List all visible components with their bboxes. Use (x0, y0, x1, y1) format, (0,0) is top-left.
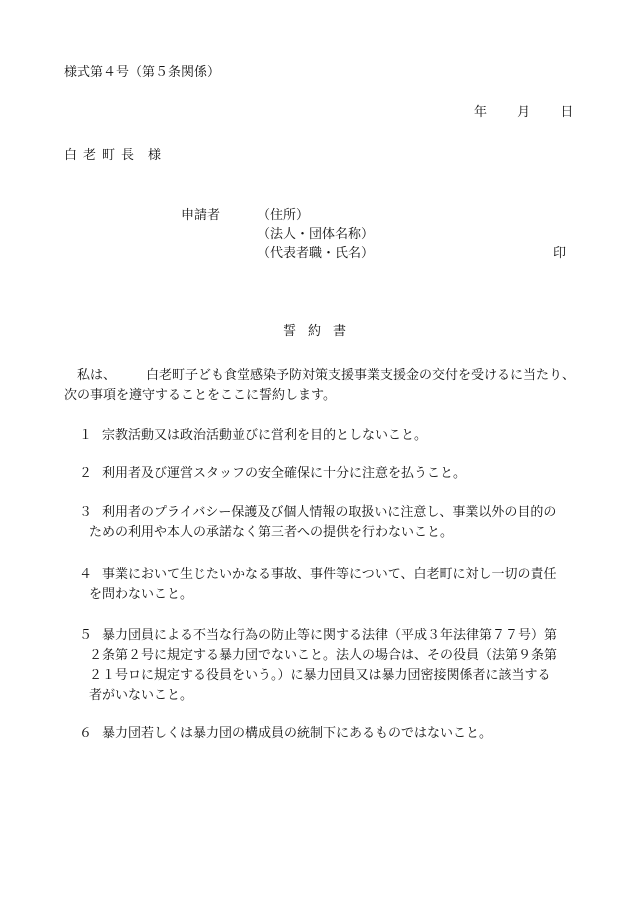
item-text: 事業において生じたいかなる事故、事件等について、白老町に対し一切の責任 (102, 567, 557, 582)
date-year-label: 年 (474, 105, 488, 120)
item-text: 利用者及び運営スタッフの安全確保に十分に注意を払うこと。 (102, 466, 467, 481)
intro-text: 白老町子ども食堂感染予防対策支援事業支援金の交付を受けるに当たり、 (146, 368, 576, 383)
addressee-honorific: 様 (148, 148, 168, 163)
item-text: 暴力団若しくは暴力団の構成員の統制下にあるものではないこと。 (102, 726, 493, 741)
intro-line-1 (64, 366, 584, 386)
item-number: ３ (79, 505, 93, 520)
pledge-intro (64, 366, 584, 406)
applicant-label: 申請者 (181, 208, 221, 223)
item-text: を問わないこと。 (89, 587, 194, 602)
pledge-item-2 (79, 464, 574, 484)
date-day-label: 日 (560, 105, 574, 120)
item-text: ２１号ロに規定する役員をいう。）に暴力団員又は暴力団密接関係者に該当する (89, 668, 551, 683)
item-text: ２条第２号に規定する暴力団でないこと。法人の場合は、その役員（法第９条第 (89, 648, 558, 663)
addressee-name: 白老町長 (64, 148, 141, 163)
applicant-organization-label: （法人・団体名称） (257, 227, 375, 242)
applicant-address-label: （住所） (257, 208, 310, 223)
date-month-label: 月 (517, 105, 531, 120)
addressee (64, 149, 167, 162)
intro-line-2: 次の事項を遵守することをここに誓約します。 (64, 388, 336, 403)
pledge-item-1 (79, 426, 574, 446)
item-number: ５ (79, 628, 93, 643)
pledge-item-4 (79, 565, 574, 605)
form-number: 様式第４号（第５条関係） (64, 65, 221, 80)
item-text: 者がいないこと。 (89, 688, 194, 703)
applicant-representative-label: （代表者職・氏名） (257, 246, 375, 261)
item-text: 宗教活動又は政治活動並びに営利を目的としないこと。 (102, 428, 428, 443)
pledge-item-6 (79, 724, 574, 744)
document-title: 誓約書 (283, 324, 359, 339)
item-text: 利用者のプライバシー保護及び個人情報の取扱いに注意し、事業以外の目的の (102, 505, 557, 520)
item-text: ための利用や本人の承諾なく第三者への提供を行わないこと。 (89, 525, 454, 540)
item-number: １ (79, 428, 93, 443)
item-number: ６ (79, 726, 93, 741)
item-number: ４ (79, 567, 93, 582)
date-row (474, 106, 573, 119)
item-text: 暴力団員による不当な行為の防止等に関する法律（平成３年法律第７７号）第 (102, 628, 558, 643)
intro-subject: 私は、 (77, 368, 117, 383)
seal-mark: 印 (553, 246, 567, 261)
pledge-item-3 (79, 503, 574, 543)
item-number: ２ (79, 466, 93, 481)
pledge-item-5 (79, 626, 574, 706)
